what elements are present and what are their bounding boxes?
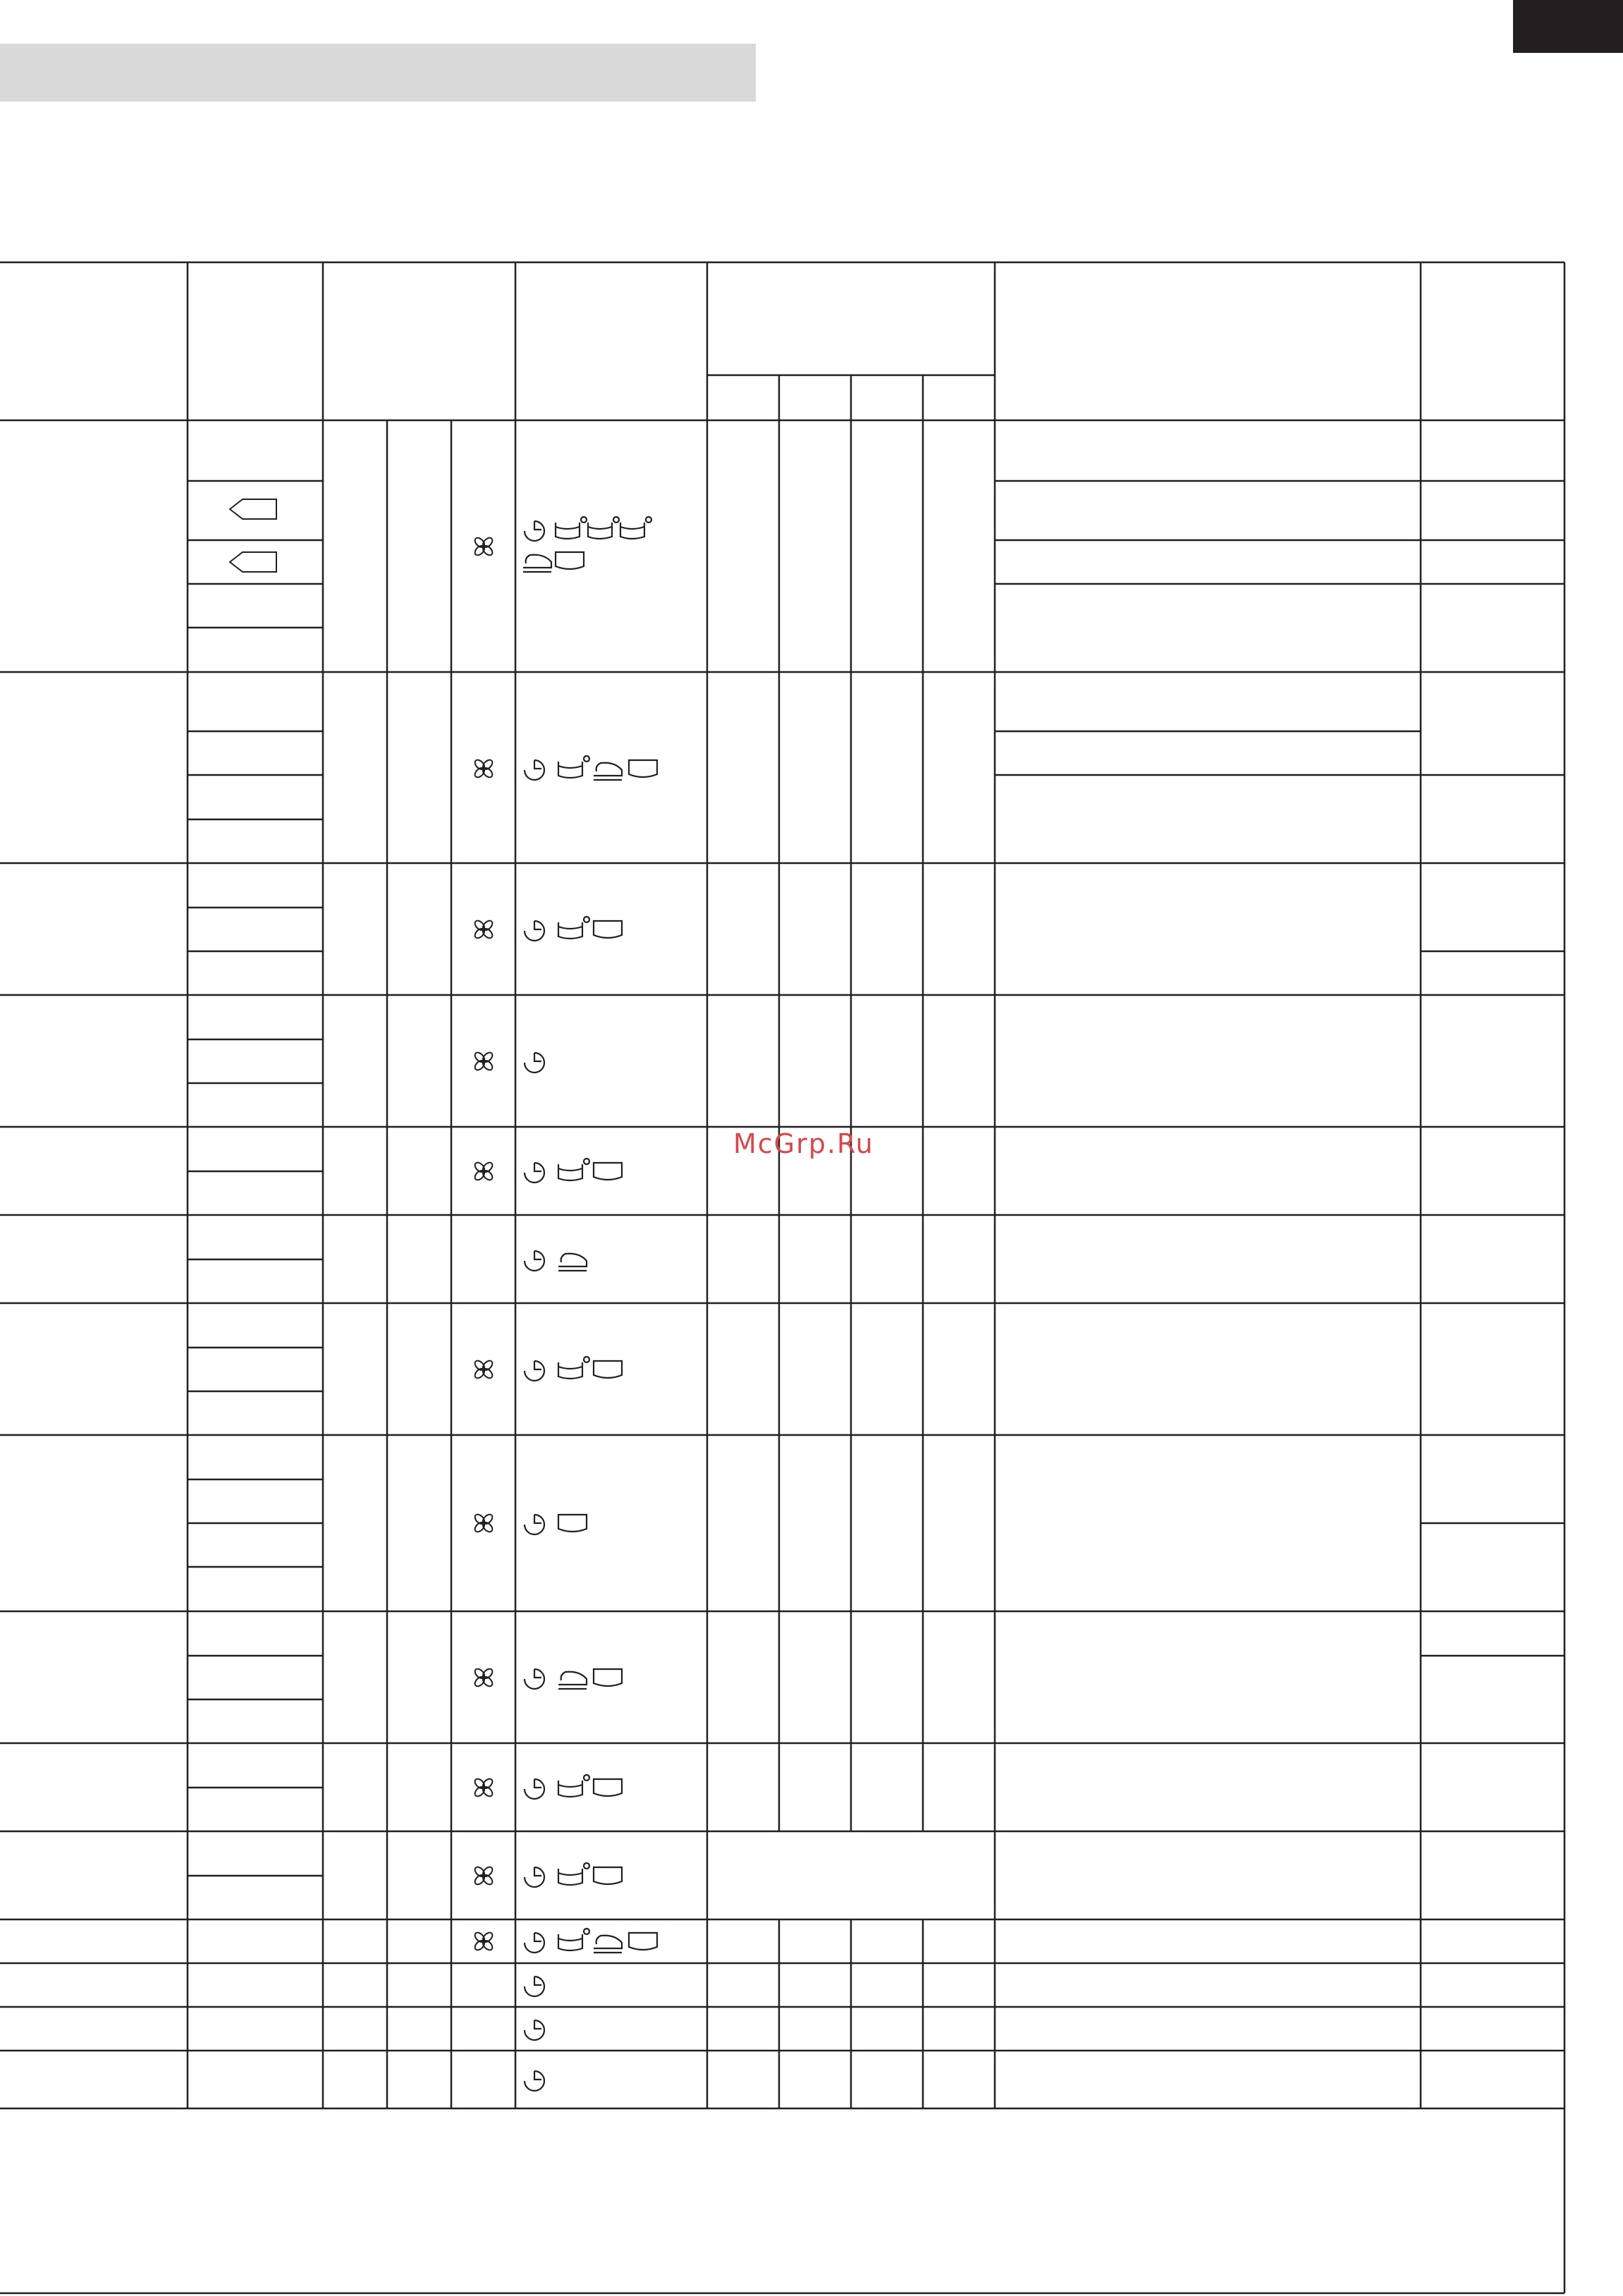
timer-icon <box>525 1933 544 1953</box>
easy-iron-icon <box>594 1936 622 1953</box>
drain-icon <box>629 1933 657 1950</box>
easy-iron-icon <box>523 555 551 572</box>
prewash-icon <box>556 517 587 539</box>
label-tag-icon <box>230 552 276 572</box>
fan-icon <box>473 919 494 940</box>
easy-iron-icon <box>558 1672 587 1689</box>
timer-icon <box>525 1251 544 1271</box>
extra-rinse-icon <box>558 1159 589 1180</box>
timer-icon <box>525 2020 544 2040</box>
timer-icon <box>525 760 544 780</box>
timer-icon <box>525 1977 544 1996</box>
fan-icon <box>473 1931 494 1952</box>
timer-icon <box>525 2071 544 2091</box>
drain-icon <box>556 552 584 569</box>
drain-icon <box>594 1163 622 1180</box>
extra-rinse-icon <box>558 1929 589 1950</box>
timer-icon <box>525 921 544 941</box>
fan-icon <box>473 536 494 557</box>
easy-iron-icon <box>594 763 622 780</box>
stain-icon <box>588 517 619 539</box>
drain-icon <box>594 1867 622 1884</box>
fan-icon <box>473 1777 494 1798</box>
drain-icon <box>629 760 657 777</box>
fan-icon <box>473 1359 494 1380</box>
extra-rinse-icon <box>620 517 651 539</box>
timer-icon <box>525 1361 544 1381</box>
timer-icon <box>525 1515 544 1534</box>
extra-rinse-icon <box>558 1775 589 1797</box>
timer-icon <box>525 1669 544 1689</box>
timer-icon <box>525 521 544 541</box>
fan-icon <box>473 1051 494 1072</box>
drain-icon <box>558 1515 587 1532</box>
drain-icon <box>594 1361 622 1378</box>
label-tag-icon <box>230 499 276 519</box>
timer-icon <box>525 1867 544 1887</box>
extra-rinse-icon <box>558 1863 589 1885</box>
fan-icon <box>473 758 494 779</box>
drain-icon <box>594 921 622 938</box>
drain-icon <box>594 1669 622 1686</box>
fan-icon <box>473 1513 494 1534</box>
fan-icon <box>473 1667 494 1688</box>
fan-icon <box>473 1161 494 1182</box>
extra-rinse-icon <box>558 1357 589 1379</box>
extra-rinse-icon <box>558 756 589 778</box>
timer-icon <box>525 1053 544 1073</box>
timer-icon <box>525 1779 544 1799</box>
easy-iron-icon <box>558 1254 587 1271</box>
drain-icon <box>594 1779 622 1796</box>
extra-rinse-icon <box>558 917 589 939</box>
watermark: McGrp.Ru <box>733 1128 874 1159</box>
fan-icon <box>473 1865 494 1886</box>
timer-icon <box>525 1163 544 1183</box>
